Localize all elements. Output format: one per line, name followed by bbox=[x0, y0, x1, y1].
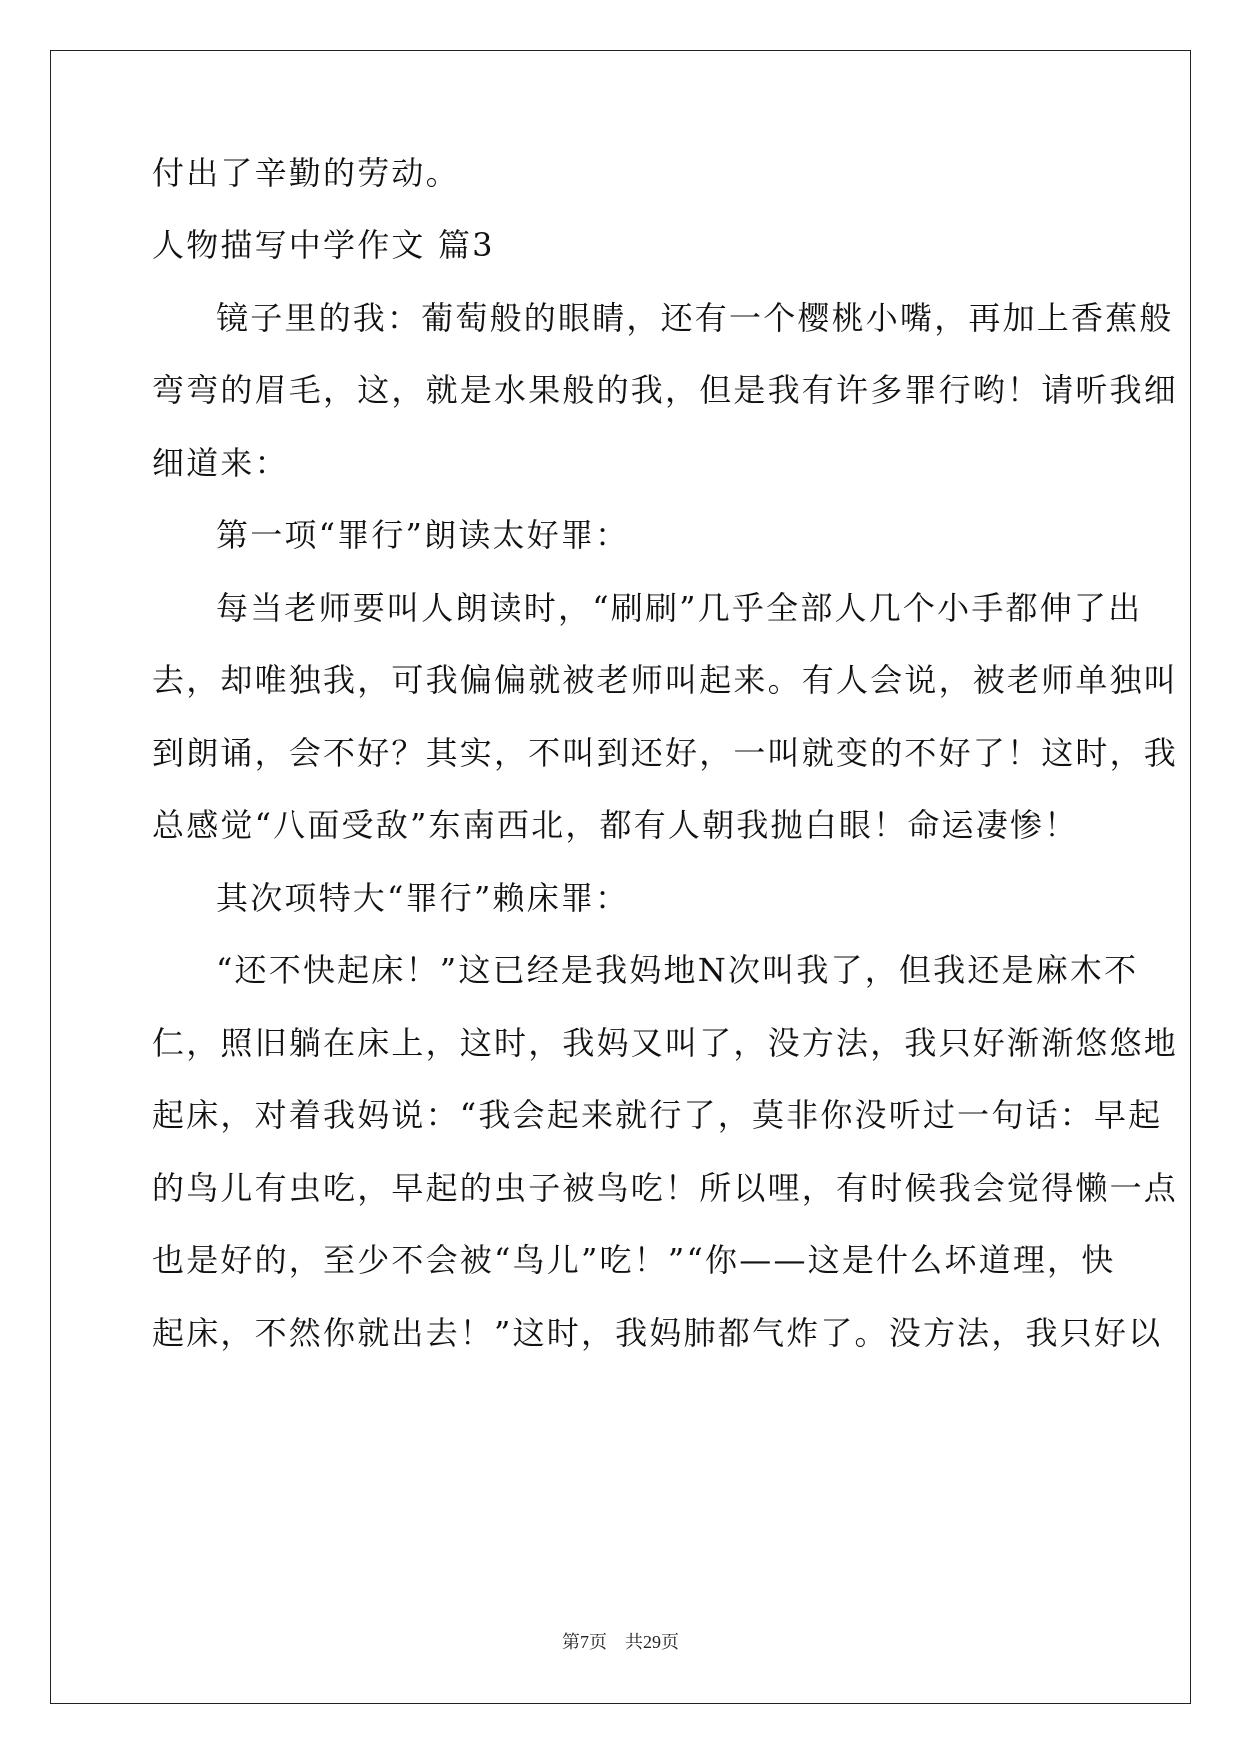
text-line: 第一项“罪行”朗读太好罪： bbox=[216, 516, 630, 554]
text-line: 到朗诵，会不好？其实，不叫到还好，一叫就变的不好了！这时，我 bbox=[152, 734, 1179, 772]
text-line: “还不快起床！”这已经是我妈地N次叫我了，但我还是麻木不 bbox=[216, 951, 1139, 989]
page-number: 第7页 bbox=[562, 1632, 607, 1652]
text-line: 的鸟儿有虫吃，早起的虫子被鸟吃！所以哩，有时候我会觉得懒一点 bbox=[152, 1169, 1179, 1207]
text-line: 细道来： bbox=[152, 444, 289, 482]
text-line: 也是好的，至少不会被“鸟儿”吃！”“你——这是什么坏道理，快 bbox=[152, 1241, 1116, 1279]
page-footer bbox=[0, 1630, 1241, 1654]
text-line: 起床，对着我妈说：“我会起来就行了，莫非你没听过一句话：早起 bbox=[152, 1096, 1163, 1134]
text-line: 起床，不然你就出去！”这时，我妈肺都气炸了。没方法，我只好以 bbox=[152, 1314, 1163, 1352]
text-line: 付出了辛勤的劳动。 bbox=[152, 154, 460, 192]
section-heading: 人物描写中学作文 篇3 bbox=[152, 226, 495, 264]
text-line: 仁，照旧躺在床上，这时，我妈又叫了，没方法，我只好渐渐悠悠地 bbox=[152, 1024, 1179, 1062]
text-line: 去，却唯独我，可我偏偏就被老师叫起来。有人会说，被老师单独叫 bbox=[152, 661, 1179, 699]
total-pages: 共29页 bbox=[625, 1632, 679, 1652]
text-line: 弯弯的眉毛，这，就是水果般的我，但是我有许多罪行哟！请听我细 bbox=[152, 371, 1179, 409]
text-line: 其次项特大“罪行”赖床罪： bbox=[216, 879, 630, 917]
text-line: 每当老师要叫人朗读时，“刷刷”几乎全部人几个小手都伸了出 bbox=[216, 589, 1143, 627]
text-line: 镜子里的我：葡萄般的眼睛，还有一个樱桃小嘴，再加上香蕉般 bbox=[216, 299, 1174, 337]
text-line: 总感觉“八面受敌”东南西北，都有人朝我抛白眼！命运凄惨！ bbox=[152, 806, 1079, 844]
